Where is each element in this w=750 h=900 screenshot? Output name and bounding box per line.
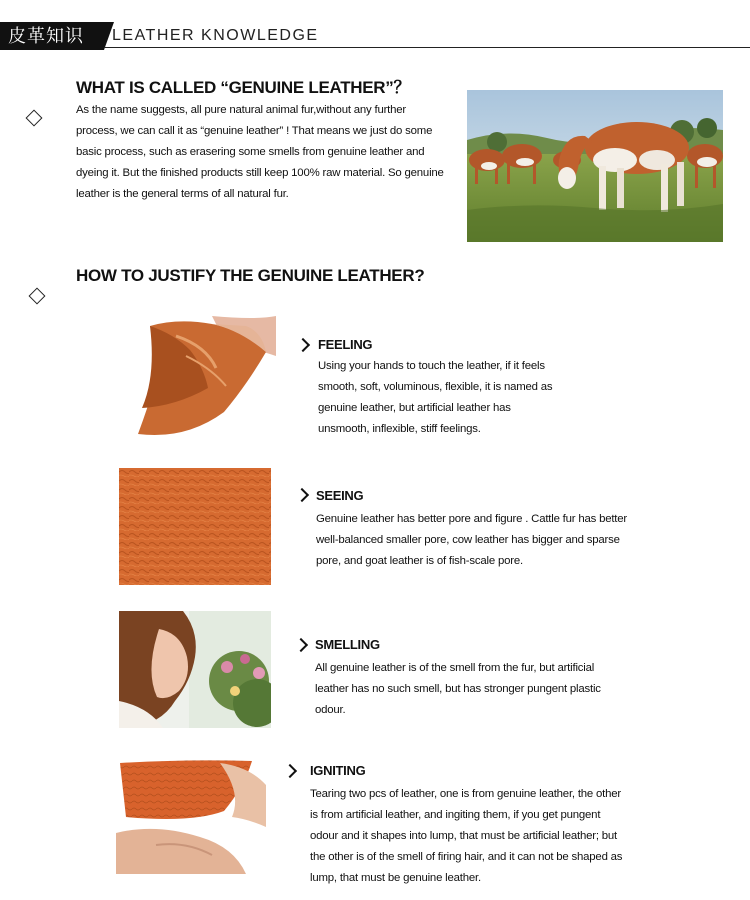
paragraph-line: process, we can call it as “genuine leather” ! That means we just do some bbox=[76, 125, 433, 137]
method-title-seeing: SEEING bbox=[316, 488, 364, 503]
section-tag: 皮革知识 bbox=[0, 22, 104, 50]
paragraph-line: well-balanced smaller pore, cow leather has bigger and sparse bbox=[316, 534, 620, 546]
cows-photo bbox=[467, 90, 723, 242]
paragraph-line: Using your hands to touch the leather, if it feels bbox=[318, 360, 545, 372]
leather-feel-photo bbox=[116, 316, 276, 438]
paragraph-line: odour and it shapes into lump, that must be artificial leather; but bbox=[310, 830, 617, 842]
method-title-feeling: FEELING bbox=[318, 337, 373, 352]
method-text-seeing bbox=[316, 509, 646, 572]
igniting-photo bbox=[116, 757, 268, 874]
chevron-right-icon bbox=[283, 764, 297, 778]
paragraph-line: All genuine leather is of the smell from the fur, but artificial bbox=[315, 662, 595, 674]
section2-heading: HOW TO JUSTIFY THE GENUINE LEATHER? bbox=[76, 266, 425, 285]
paragraph-line: basic process, such as erasering some smells from genuine leather and bbox=[76, 146, 425, 158]
chevron-right-icon bbox=[295, 488, 309, 502]
header-divider bbox=[104, 47, 750, 48]
section1-paragraph bbox=[76, 100, 456, 205]
chevron-right-icon bbox=[294, 638, 308, 652]
paragraph-line: smooth, soft, voluminous, flexible, it is named as bbox=[318, 381, 553, 393]
paragraph-line: the other is of the smell of firing hair, and it can not be shaped as bbox=[310, 851, 623, 863]
section1-heading: WHAT IS CALLED “GENUINE LEATHER”？ bbox=[76, 78, 411, 97]
paragraph-line: pore, and goat leather is of fish-scale pore. bbox=[316, 555, 523, 567]
paragraph-line: leather has no such smell, but has stronger pungent plastic bbox=[315, 683, 601, 695]
paragraph-line: As the name suggests, all pure natural animal fur,without any further bbox=[76, 104, 407, 116]
paragraph-line: genuine leather, but artificial leather has bbox=[318, 402, 511, 414]
page-title: LEATHER KNOWLEDGE bbox=[112, 27, 319, 44]
paragraph-line: odour. bbox=[315, 704, 346, 716]
paragraph-line: dyeing it. But the finished products still keep 100% raw material. So genuine bbox=[76, 167, 444, 179]
paragraph-line: Tearing two pcs of leather, one is from genuine leather, the other bbox=[310, 788, 621, 800]
smelling-photo bbox=[119, 611, 271, 728]
paragraph-line: leather is the general terms of all natural fur. bbox=[76, 188, 289, 200]
diamond-bullet-icon bbox=[26, 110, 43, 127]
method-text-feeling bbox=[318, 356, 618, 440]
method-title-smelling: SMELLING bbox=[315, 637, 380, 652]
method-title-igniting: IGNITING bbox=[310, 763, 366, 778]
paragraph-line: unsmooth, inflexible, stiff feelings. bbox=[318, 423, 481, 435]
method-text-smelling bbox=[315, 658, 635, 721]
diamond-bullet-icon bbox=[29, 288, 46, 305]
leather-texture-photo bbox=[119, 468, 271, 585]
method-text-igniting bbox=[310, 784, 640, 889]
paragraph-line: is from artificial leather, and ingiting them, if you get pungent bbox=[310, 809, 601, 821]
paragraph-line: Genuine leather has better pore and figure . Cattle fur has better bbox=[316, 513, 627, 525]
chevron-right-icon bbox=[296, 338, 310, 352]
paragraph-line: lump, that must be genuine leather. bbox=[310, 872, 481, 884]
